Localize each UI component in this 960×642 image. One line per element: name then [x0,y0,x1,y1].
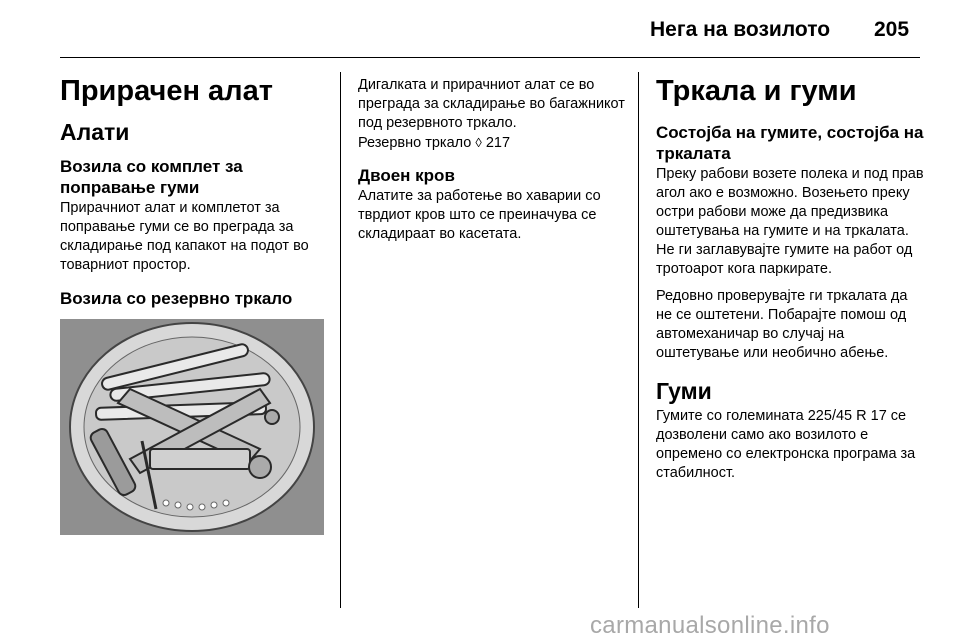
paragraph-tyre-size: Гумите со големината 225/45 R 17 се дозволени само ако возилото е опремено со електронска програма за стабилност. [656,408,916,481]
xref-label: Резервно тркало [358,135,472,151]
heading-tyres: Гуми [656,378,712,404]
paragraph-jack-location: Дигалката и прирачниот алат се во преграда за складирање во багажникот под резервното тркало. [358,77,625,131]
page-number: 205 [874,18,910,41]
header-rule [60,57,920,58]
tool-kit-illustration [60,319,324,535]
chapter-title-wheels: Тркала и гуми [656,75,857,107]
running-header-title: Нега на возилото [650,18,831,41]
column-right [656,70,924,483]
column-divider-right [638,72,639,608]
column-divider-left [340,72,341,608]
xref-page: 217 [485,135,511,151]
paragraph-double-roof: Алатите за работење во хаварии со тврдиот кров што се преиначува се складираат во касетата. [358,188,601,242]
column-middle [358,70,628,244]
paragraph-regular-checks: Редовно проверувајте ги тркалата да не се оштетени. Побарајте помош од автомеханичар во случај на оштетување или необично абење. [656,288,908,361]
heading-repair-kit: Возила со комплет за поправање гуми [60,157,243,197]
xref-arrow-icon: ◊ [475,135,482,150]
heading-double-roof: Двоен кров [358,166,455,185]
chapter-title: Прирачен алат [60,75,273,107]
heading-tyre-condition: Состојба на гумите, состојба на тркалата [656,123,924,163]
section-title-tools: Алати [60,119,130,145]
site-watermark: carmanualsonline.info [590,612,830,639]
heading-spare-wheel: Возила со резервно тркало [60,289,293,308]
cross-reference-spare-wheel [358,133,628,153]
column-left [60,70,328,535]
paragraph-driving-over-kerbs: Преку рабови возете полека и под прав агол ако е возможно. Возењето преку остри рабови може да предизвика оштетувања на гумите и на тркалата. Не ги заглавувајте гумите на работ од тротоарот кога паркирате. [656,166,924,277]
paragraph-repair-kit: Прирачниот алат и комплетот за поправање гуми се во преграда за складирање под капакот на подот во товарниот простор. [60,200,309,273]
